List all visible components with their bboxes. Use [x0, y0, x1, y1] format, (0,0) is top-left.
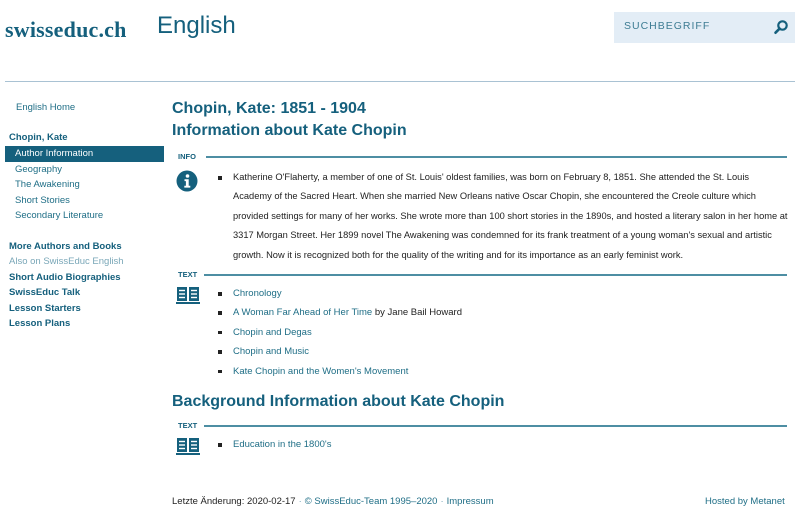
link-womens-movement[interactable]: Kate Chopin and the Women's Movement	[233, 365, 409, 377]
link-education-1800s[interactable]: Education in the 1800's	[233, 439, 332, 451]
info-block	[172, 168, 795, 265]
header-divider	[5, 81, 795, 82]
section-divider	[206, 156, 787, 158]
author-bio-text: Katherine O'Flaherty, a member of one of St. Louis' oldest families, was born on February 8, 1851. She attended the St. Louis Academy of the Sacred Heart. When she married New Orleans native Oscar Chopin, she encountered the Creole culture which provided settings for many of her works. She wrote more than 100 short stories in the 1890s, and hosted a literary salon in her home at 3317 Morgan Street. Her 1899 novel The Awakening was condemned for its frank treatment of a young woman's sexual and artistic growth. Now it is recognized both for the quality of the writing and for its importance as an early feminist work.	[233, 168, 795, 265]
sidebar-nav	[5, 100, 164, 332]
list-item	[218, 284, 795, 303]
info-section-header	[172, 152, 795, 166]
background-title: Background Information about Kate Chopin	[172, 393, 505, 411]
page-header	[0, 0, 800, 82]
background-link-list	[218, 435, 795, 454]
sidebar-item-audio-biographies[interactable]: Short Audio Biographies	[9, 271, 121, 283]
sidebar-item-swisseduc-talk[interactable]: SwissEduc Talk	[9, 287, 81, 298]
author-credit: by Jane Bail Howard	[372, 307, 463, 319]
info-icon	[176, 170, 198, 197]
list-item	[218, 323, 795, 342]
link-woman-far-ahead[interactable]: A Woman Far Ahead of Her Time	[233, 307, 373, 319]
text-section-header	[172, 270, 795, 284]
text-label: TEXT	[178, 270, 203, 280]
page-subtitle: Information about Kate Chopin	[172, 122, 407, 139]
list-item	[218, 342, 795, 361]
info-label: INFO	[178, 152, 202, 162]
sidebar-label-also-on: Also on SwissEduc English	[9, 256, 124, 267]
main-content	[172, 98, 795, 454]
copyright-link[interactable]: © SwissEduc-Team 1995–2020	[304, 496, 438, 507]
sidebar-item-geography[interactable]: Geography	[15, 163, 63, 175]
sidebar-item-more-authors[interactable]: More Authors and Books	[9, 240, 122, 252]
sidebar-item-short-stories[interactable]: Short Stories	[15, 194, 70, 206]
text-link-list	[218, 284, 795, 381]
search-icon[interactable]	[773, 19, 789, 35]
site-section-title[interactable]: English	[157, 12, 236, 39]
book-icon	[176, 286, 200, 311]
footer-separator: ·	[440, 496, 444, 507]
list-item	[218, 362, 795, 381]
page-footer	[172, 496, 494, 507]
sidebar-item-author-information[interactable]: Author Information	[5, 146, 164, 162]
list-item	[218, 435, 795, 454]
sidebar-item-the-awakening[interactable]: The Awakening	[15, 179, 80, 190]
impressum-link[interactable]: Impressum	[446, 496, 494, 507]
sidebar-item-english-home[interactable]: English Home	[16, 102, 76, 113]
search-box	[614, 12, 795, 43]
footer-separator: ·	[298, 496, 302, 507]
section-divider	[204, 274, 787, 276]
link-chopin-degas[interactable]: Chopin and Degas	[233, 326, 312, 338]
text-label: TEXT	[178, 421, 203, 431]
hosted-by-link[interactable]: Hosted by Metanet	[705, 496, 785, 507]
section-divider	[204, 425, 787, 427]
list-item	[218, 303, 795, 322]
page-title: Chopin, Kate: 1851 - 1904	[172, 100, 366, 117]
search-input[interactable]	[624, 20, 764, 32]
sidebar-section-chopin[interactable]: Chopin, Kate	[9, 132, 68, 143]
site-logo[interactable]: swisseduc.ch	[5, 17, 127, 42]
link-chronology[interactable]: Chronology	[233, 288, 282, 300]
sidebar-spacer	[5, 224, 164, 239]
text-block	[172, 284, 795, 381]
sidebar-item-lesson-plans[interactable]: Lesson Plans	[9, 318, 71, 329]
book-icon	[176, 437, 200, 462]
sidebar-item-lesson-starters[interactable]: Lesson Starters	[9, 302, 81, 314]
background-block	[172, 435, 795, 454]
sidebar-item-secondary-literature[interactable]: Secondary Literature	[15, 210, 104, 221]
last-change-date: Letzte Änderung: 2020-02-17	[172, 496, 296, 507]
link-chopin-music[interactable]: Chopin and Music	[233, 346, 310, 358]
background-section-header	[172, 421, 795, 435]
